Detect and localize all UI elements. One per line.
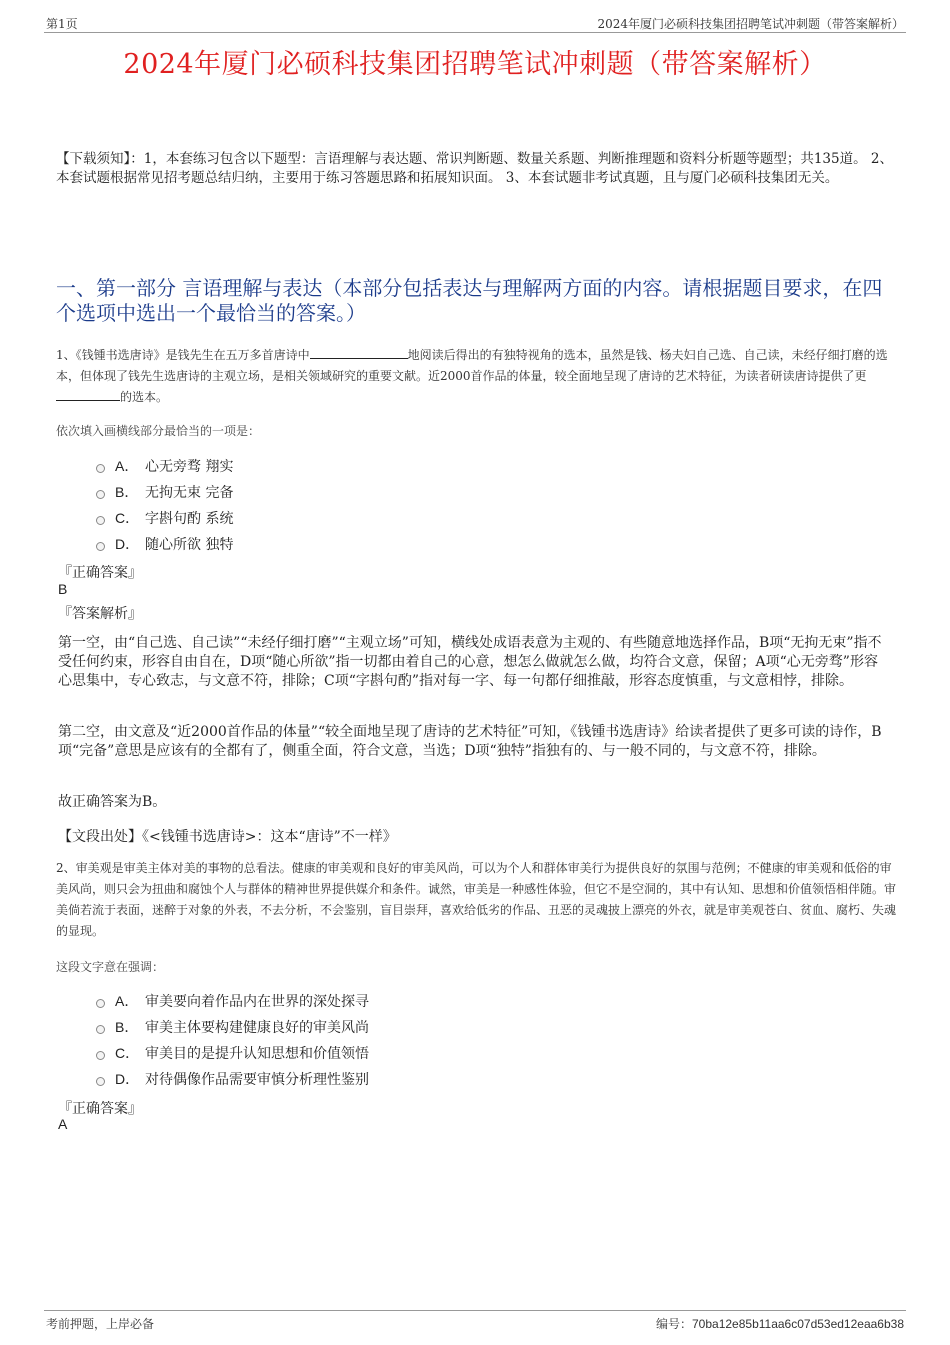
- radio-icon[interactable]: [96, 1025, 105, 1034]
- option-letter: A．: [115, 993, 139, 1009]
- question-1-part3: 的选本。: [120, 390, 169, 404]
- section-heading: 一、第一部分 言语理解与表达（本部分包括表达与理解两方面的内容。请根据题目要求，在四个选项中选出一个最恰当的答案。）: [56, 276, 883, 325]
- option-a[interactable]: [96, 988, 596, 1014]
- correct-answer: A: [58, 1116, 68, 1132]
- radio-icon[interactable]: [96, 490, 105, 499]
- source-citation: 【文段出处】《<钱锺书选唐诗>：这本“唐诗”不一样》: [58, 829, 397, 845]
- fill-blank-2: [56, 388, 120, 401]
- option-c[interactable]: [96, 505, 596, 531]
- option-letter: C．: [115, 510, 140, 526]
- running-header: [44, 14, 906, 33]
- option-b[interactable]: [96, 1014, 596, 1040]
- radio-icon[interactable]: [96, 1077, 105, 1086]
- correct-answer-label: 『正确答案』: [58, 565, 142, 581]
- page-number: 第1页: [46, 17, 78, 31]
- document-code: [656, 1315, 904, 1332]
- option-text: 审美主体要构建健康良好的审美风尚: [145, 1020, 369, 1036]
- running-footer: [44, 1310, 906, 1331]
- option-letter: B．: [115, 1019, 139, 1035]
- analysis-label: 『答案解析』: [58, 606, 142, 622]
- document-title: 2024年厦门必硕科技集团招聘笔试冲刺题（带答案解析）: [123, 49, 827, 80]
- option-letter: D．: [115, 536, 140, 552]
- correct-answer-label: 『正确答案』: [58, 1101, 142, 1117]
- question-1-text: [56, 345, 898, 408]
- footer-slogan: 考前押题，上岸必备: [46, 1317, 155, 1331]
- download-notice: 【下载须知】：1，本套练习包含以下题型：言语理解与表达题、常识判断题、数量关系题、判断推理题和资料分析题等题型；共135道。 2、本套试题根据常见招考题总结归纳，主要用于练习答题思路和拓展知识面。 3、本套试题非考试真题，且与厦门必硕科技集团无关。: [56, 151, 893, 186]
- option-text: 审美要向着作品内在世界的深处探寻: [145, 994, 369, 1010]
- radio-icon[interactable]: [96, 1051, 105, 1060]
- question-1-part2: 地阅读后得出的有独特视角的选本，虽然是钱、杨夫妇自己选、自己读，未经仔细打磨的选本，但体现了钱先生选唐诗的主观立场，是相关领域研究的重要文献。近2000首作品的体量，较全面地呈现了唐诗的艺术特征，为读者研读唐诗提供了更: [56, 348, 888, 383]
- option-text: 字斟句酌 系统: [145, 511, 234, 527]
- radio-icon[interactable]: [96, 516, 105, 525]
- radio-icon[interactable]: [96, 999, 105, 1008]
- option-a[interactable]: [96, 453, 596, 479]
- option-letter: B．: [115, 484, 139, 500]
- code-label: 编号：: [655, 1317, 692, 1331]
- option-c[interactable]: [96, 1040, 596, 1066]
- option-d[interactable]: [96, 531, 596, 557]
- option-text: 随心所欲 独特: [145, 537, 234, 553]
- analysis-paragraph-2: 第二空，由文意及“近2000首作品的体量”“较全面地呈现了唐诗的艺术特征”可知，《钱锺书选唐诗》给读者提供了更多可读的诗作，B项“完备”意思是应该有的全都有了，侧重全面，符合文意，当选；D项“独特”指独有的、与一般不同的，与文意不符，排除。: [58, 724, 882, 759]
- answer-conclusion: 故正确答案为B。: [58, 794, 167, 810]
- code-value: 70ba12e85b11aa6c07d53ed12eaa6b38: [692, 1317, 904, 1331]
- question-1-prompt: 依次填入画横线部分最恰当的一项是：: [56, 424, 261, 438]
- option-letter: C．: [115, 1045, 140, 1061]
- option-text: 心无旁骛 翔实: [145, 459, 234, 475]
- option-letter: D．: [115, 1071, 140, 1087]
- header-title: 2024年厦门必硕科技集团招聘笔试冲刺题（带答案解析）: [597, 17, 904, 31]
- question-2-prompt: 这段文字意在强调：: [56, 960, 165, 974]
- radio-icon[interactable]: [96, 542, 105, 551]
- option-b[interactable]: [96, 479, 596, 505]
- option-text: 审美目的是提升认知思想和价值领悟: [145, 1046, 369, 1062]
- fill-blank-1: [310, 346, 408, 359]
- question-2-options: [96, 988, 596, 1092]
- option-text: 无拘无束 完备: [145, 485, 234, 501]
- option-letter: A．: [115, 458, 139, 474]
- question-2-text: 2、审美观是审美主体对美的事物的总看法。健康的审美观和良好的审美风尚，可以为个人和群体审美行为提供良好的氛围与范例；不健康的审美观和低俗的审美风尚，则只会为扭曲和腐蚀个人与群体的精神世界提供媒介和条件。诚然，审美是一种感性体验，但它不是空洞的，其中有认知、思想和价值领悟相伴随。审美倘若流于表面，迷醉于对象的外表，不去分析，不会鉴别，盲目崇拜，喜欢给低劣的作品、丑恶的灵魂披上漂亮的外衣，就是审美观苍白、贫血、腐朽、失魂的显现。: [56, 861, 897, 938]
- analysis-paragraph-1: 第一空，由“自己选、自己读”“未经仔细打磨”“主观立场”可知，横线处成语表意为主观的、有些随意地选择作品，B项“无拘无束”指不受任何约束，形容自由自在，D项“随心所欲”指一切都由着自己的心意，想怎么做就怎么做，均符合文意，保留；A项“心无旁骛”形容心思集中，专心致志，与文意不符，排除；C项“字斟句酌”指对每一字、每一句都仔细推敲，形容态度慎重，与文意相悖，排除。: [58, 635, 882, 689]
- correct-answer: B: [58, 581, 68, 597]
- option-text: 对待偶像作品需要审慎分析理性鉴别: [145, 1072, 369, 1088]
- question-1-part1: 1、《钱锺书选唐诗》是钱先生在五万多首唐诗中: [56, 348, 310, 362]
- question-1-options: [96, 453, 596, 557]
- option-d[interactable]: [96, 1066, 596, 1092]
- radio-icon[interactable]: [96, 464, 105, 473]
